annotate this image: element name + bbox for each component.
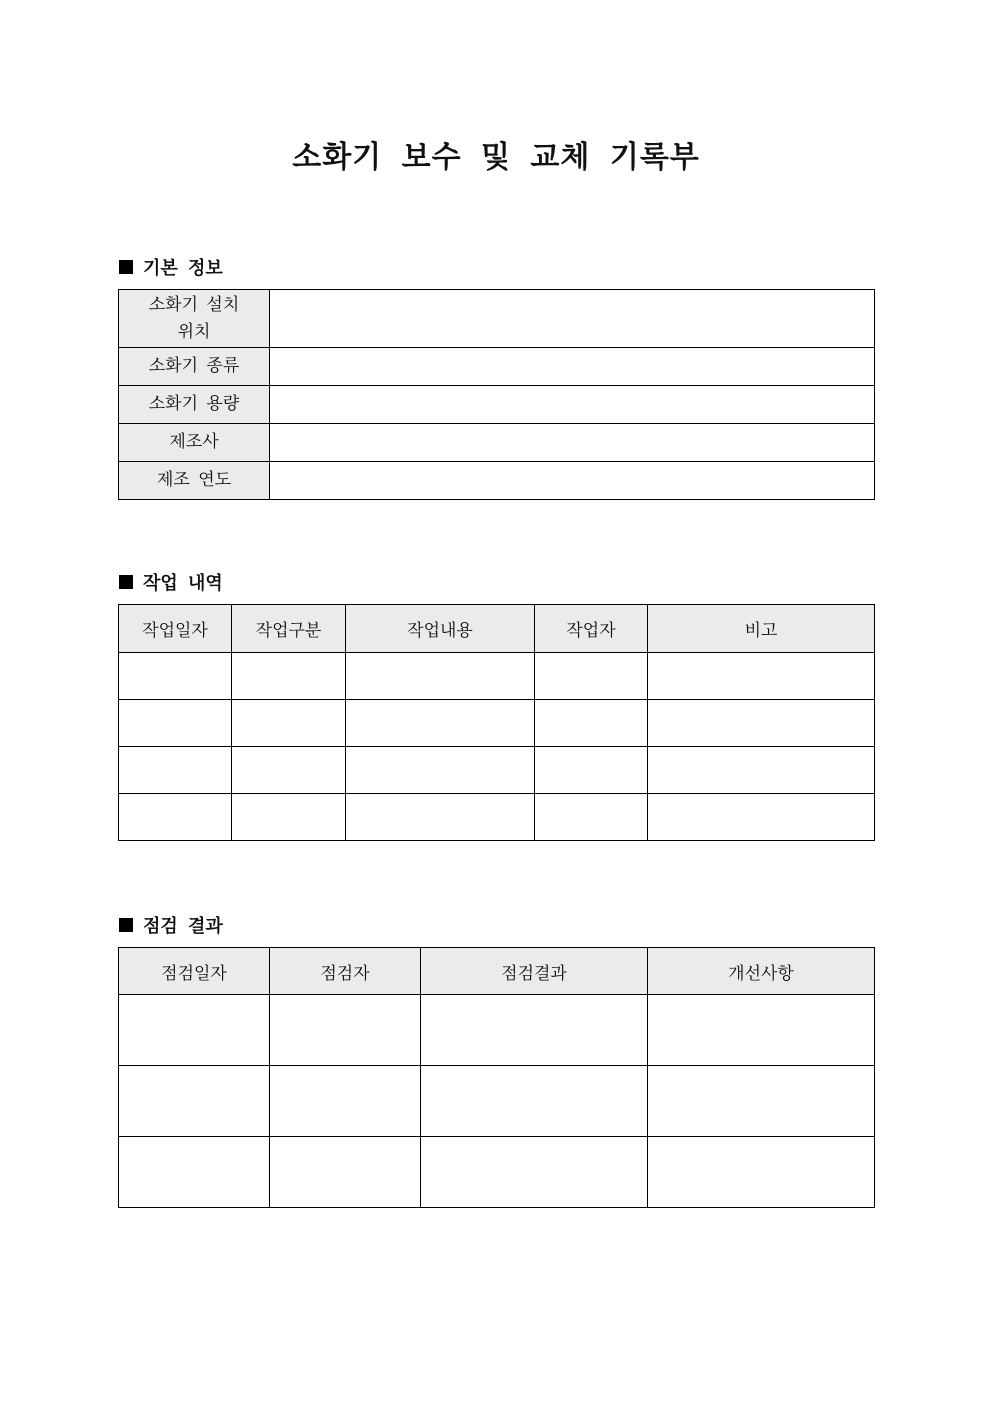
column-header: 개선사항 — [648, 948, 875, 995]
table-row — [119, 348, 875, 386]
column-header: 작업내용 — [346, 605, 535, 653]
table-cell[interactable] — [232, 653, 346, 700]
table-cell[interactable] — [270, 1137, 421, 1208]
section-heading-label: 기본 정보 — [143, 258, 223, 279]
table-cell[interactable] — [648, 1137, 875, 1208]
table-cell[interactable] — [119, 653, 232, 700]
table-cell[interactable] — [346, 747, 535, 794]
table-cell[interactable] — [648, 747, 875, 794]
table-cell[interactable] — [648, 1066, 875, 1137]
table-row — [119, 1137, 875, 1208]
inspection-result-table — [118, 947, 875, 1208]
row-value-cell[interactable] — [270, 462, 875, 500]
table-row — [119, 995, 875, 1066]
table-cell[interactable] — [421, 1066, 648, 1137]
row-label: 제조 연도 — [119, 462, 270, 500]
table-cell[interactable] — [232, 700, 346, 747]
section-heading-work-history — [119, 569, 223, 595]
section-heading-label: 작업 내역 — [143, 573, 223, 594]
column-header: 점검자 — [270, 948, 421, 995]
section-heading-label: 점검 결과 — [143, 916, 223, 937]
table-cell[interactable] — [648, 995, 875, 1066]
table-cell[interactable] — [535, 747, 648, 794]
table-cell[interactable] — [535, 700, 648, 747]
table-cell[interactable] — [119, 747, 232, 794]
column-header: 비고 — [648, 605, 875, 653]
table-cell[interactable] — [119, 1137, 270, 1208]
row-label: 소화기 용량 — [119, 386, 270, 424]
work-history-table — [118, 604, 875, 841]
table-row — [119, 1066, 875, 1137]
table-row — [119, 386, 875, 424]
table-cell[interactable] — [270, 995, 421, 1066]
basic-info-table — [118, 289, 875, 500]
table-cell[interactable] — [119, 1066, 270, 1137]
table-cell[interactable] — [535, 653, 648, 700]
table-cell[interactable] — [232, 794, 346, 841]
column-header: 점검결과 — [421, 948, 648, 995]
table-cell[interactable] — [421, 1137, 648, 1208]
table-cell[interactable] — [648, 794, 875, 841]
row-label: 소화기 설치 위치 — [119, 290, 270, 348]
table-cell[interactable] — [270, 1066, 421, 1137]
table-cell[interactable] — [535, 794, 648, 841]
table-cell[interactable] — [648, 653, 875, 700]
column-header: 점검일자 — [119, 948, 270, 995]
table-row — [119, 700, 875, 747]
column-header: 작업일자 — [119, 605, 232, 653]
square-bullet-icon — [119, 575, 133, 589]
column-header: 작업구분 — [232, 605, 346, 653]
row-value-cell[interactable] — [270, 386, 875, 424]
document-title: 소화기 보수 및 교체 기록부 — [292, 140, 700, 175]
table-row — [119, 462, 875, 500]
section-heading-basic-info — [119, 254, 223, 280]
row-value-cell[interactable] — [270, 424, 875, 462]
table-cell[interactable] — [421, 995, 648, 1066]
table-header-row — [119, 605, 875, 653]
table-row — [119, 290, 875, 348]
table-cell[interactable] — [232, 747, 346, 794]
table-row — [119, 794, 875, 841]
section-heading-inspection-result — [119, 912, 223, 938]
table-cell[interactable] — [119, 995, 270, 1066]
square-bullet-icon — [119, 260, 133, 274]
row-value-cell[interactable] — [270, 348, 875, 386]
table-header-row — [119, 948, 875, 995]
row-label: 제조사 — [119, 424, 270, 462]
table-cell[interactable] — [346, 794, 535, 841]
table-cell[interactable] — [346, 653, 535, 700]
table-row — [119, 653, 875, 700]
row-value-cell[interactable] — [270, 290, 875, 348]
square-bullet-icon — [119, 918, 133, 932]
table-cell[interactable] — [648, 700, 875, 747]
table-row — [119, 747, 875, 794]
column-header: 작업자 — [535, 605, 648, 653]
table-row — [119, 424, 875, 462]
table-cell[interactable] — [119, 700, 232, 747]
table-cell[interactable] — [346, 700, 535, 747]
row-label: 소화기 종류 — [119, 348, 270, 386]
table-cell[interactable] — [119, 794, 232, 841]
